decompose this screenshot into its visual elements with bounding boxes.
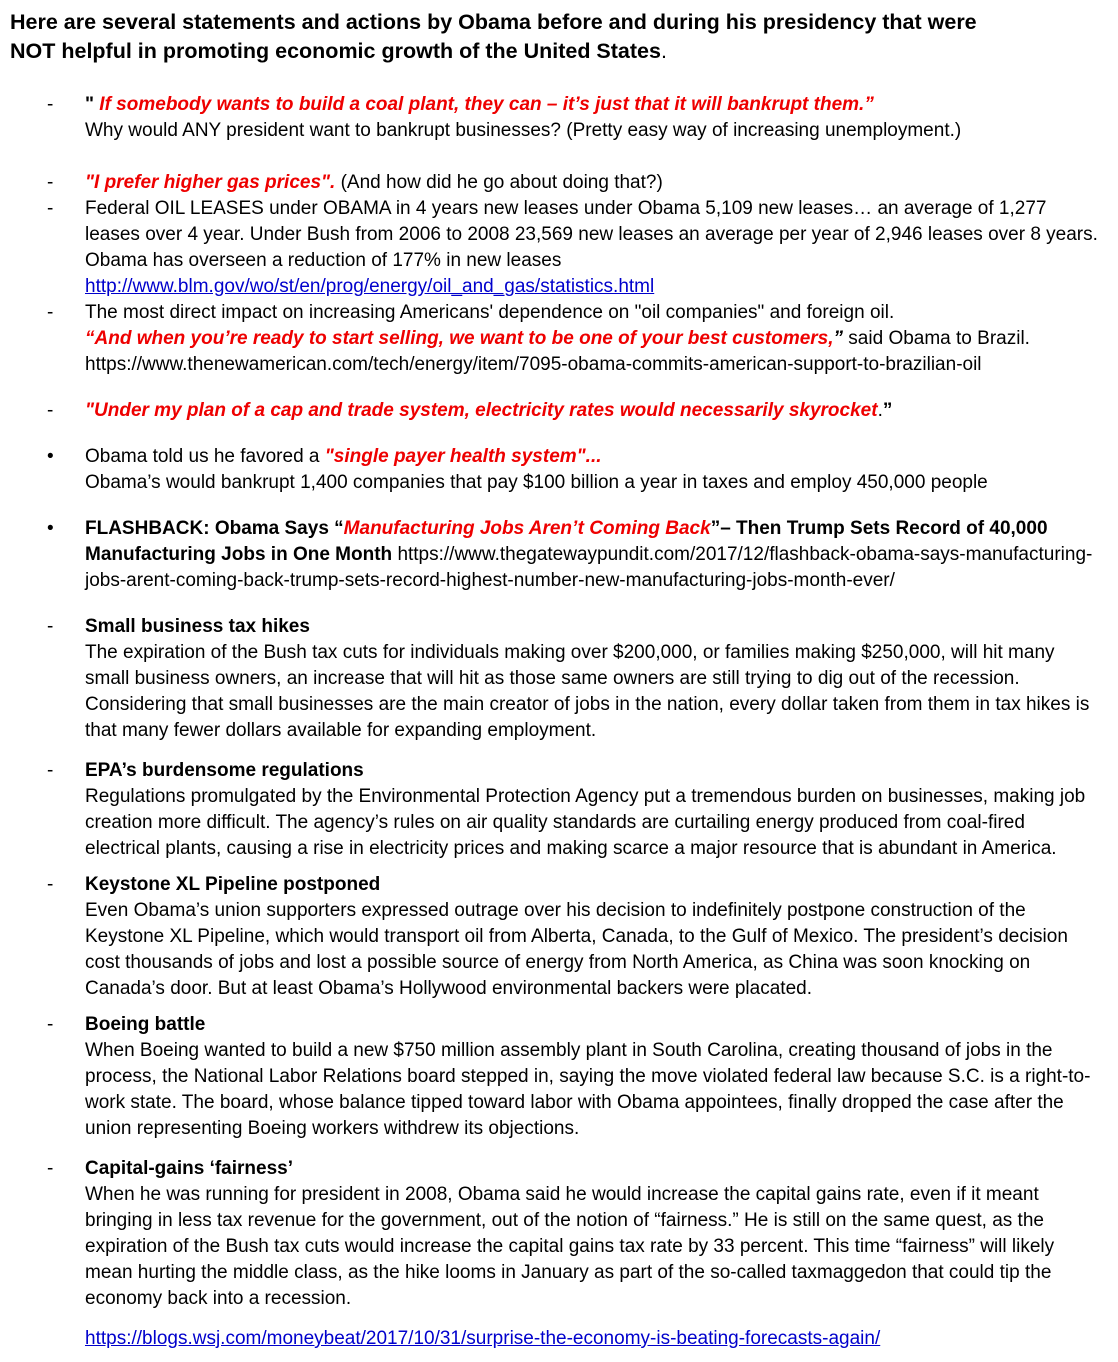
- coal-comment-line: Why would ANY president want to bankrupt businesses? (Pretty easy way of increasing unemployment.): [85, 120, 962, 141]
- dash-bullet: -: [47, 400, 54, 421]
- list-item-keystone-pipeline: [47, 872, 1102, 1002]
- dash-bullet: -: [47, 1158, 54, 1179]
- coal-quote-line: [85, 92, 1102, 118]
- boeing-heading: Boeing battle: [85, 1014, 206, 1035]
- dash-bullet: -: [47, 760, 54, 781]
- page-title: [10, 8, 1102, 66]
- single-payer-quote-text: "single payer health system"...: [324, 446, 602, 467]
- list-item-boeing-battle: [47, 1012, 1102, 1142]
- round-bullet: •: [47, 446, 54, 467]
- single-payer-detail-line: Obama’s would bankrupt 1,400 companies that pay $100 billion a year in taxes and employ 450,000 people: [85, 472, 988, 493]
- title-period: .: [660, 39, 667, 63]
- gas-quote-text: "I prefer higher gas prices".: [85, 172, 336, 193]
- leases-link-line: [85, 274, 1102, 300]
- epa-heading: EPA’s burdensome regulations: [85, 760, 364, 781]
- list-item-epa-regulations: [47, 758, 1102, 862]
- list-item-oil-dependence: [47, 300, 1102, 378]
- single-payer-line: [85, 444, 1102, 470]
- list-item-coal-plant: [47, 92, 1102, 144]
- brazil-quote-text: “And when you’re ready to start selling, we want to be one of your best customers,: [85, 328, 834, 349]
- title-line-1: Here are several statements and actions by Obama before and during his presidency that were: [10, 10, 977, 34]
- coal-quote-text: If somebody wants to build a coal plant, they can – it’s just that it will bankrupt them.”: [99, 94, 874, 115]
- cap-trade-quote-text: "Under my plan of a cap and trade system, electricity rates would necessarily skyrocket: [85, 400, 878, 421]
- gas-comment-text: (And how did he go about doing that?): [335, 172, 663, 193]
- flashback-bold-lead: FLASHBACK: Obama Says “: [85, 518, 344, 539]
- list-item-small-business-tax-hikes: [47, 614, 1102, 744]
- brazil-attribution-text: said Obama to Brazil.: [843, 328, 1030, 349]
- boeing-body: When Boeing wanted to build a new $750 million assembly plant in South Carolina, creating thousand of jobs in the process, the National Labor Relations board stepped in, saying the move violated federal law because S.C. is a right-to-work state. The board, whose balance tipped toward labor with Obama appointees, finally dropped the case after the union representing Boeing workers withdrew its objections.: [85, 1040, 1091, 1139]
- gatewaypundit-url-text: https://www.thegatewaypundit.com/2017/12/flashback-obama-says-manufacturing-jobs-arent-coming-back-trump-sets-record-highest-number-new-manufacturing-jobs-month-ever/: [85, 544, 1093, 591]
- title-line-2: [10, 37, 1102, 66]
- cap-trade-line: [85, 398, 1102, 424]
- dash-bullet: -: [47, 94, 54, 115]
- list-item-oil-leases: [47, 196, 1102, 300]
- footer-link-row: [85, 1326, 1102, 1352]
- cap-trade-period: .: [877, 400, 883, 421]
- dash-bullet: -: [47, 198, 54, 219]
- small-biz-body: The expiration of the Bush tax cuts for individuals making over $200,000, or families making $250,000, will hit many small business owners, an increase that will hit as those same owners are still trying to dig out of the recession. Considering that small businesses are the main creator of jobs in the nation, every dollar taken from them in tax hikes is that many fewer dollars available for expanding employment.: [85, 642, 1090, 741]
- dash-bullet: -: [47, 302, 54, 323]
- epa-body: Regulations promulgated by the Environmental Protection Agency put a tremendous burden on businesses, making job creation more difficult. The agency’s rules on air quality standards are curtailing energy produced from coal-fired electrical plants, causing a rise in electricity prices and making scarce a major resource that is abundant in America.: [85, 786, 1086, 859]
- flashback-bold-tail: ”– Then Trump Sets Record of 40,000 Manufacturing Jobs in One Month: [85, 518, 1048, 565]
- list-item-single-payer: [47, 444, 1102, 496]
- wsj-moneybeat-link[interactable]: https://blogs.wsj.com/moneybeat/2017/10/31/surprise-the-economy-is-beating-forecasts-again/: [85, 1328, 881, 1349]
- round-bullet: •: [47, 518, 54, 539]
- small-biz-heading: Small business tax hikes: [85, 616, 310, 637]
- keystone-body: Even Obama’s union supporters expressed outrage over his decision to indefinitely postpone construction of the Keystone XL Pipeline, which would transport oil from Alberta, Canada, to the Gulf of Mexico. The president’s decision cost thousands of jobs and lost a possible source of energy from North America, as China was soon knocking on Canada’s door. But at least Obama’s Hollywood environmental backers were placated.: [85, 900, 1068, 999]
- flashback-red-quote: Manufacturing Jobs Aren’t Coming Back: [343, 518, 711, 539]
- coal-open-quote: ": [85, 94, 100, 115]
- flashback-line: [85, 516, 1102, 594]
- list-item-capital-gains: [47, 1156, 1102, 1312]
- dash-bullet: -: [47, 172, 54, 193]
- newamerican-url-text: https://www.thenewamerican.com/tech/energy/item/7095-obama-commits-american-support-to-brazilian-oil: [85, 354, 982, 375]
- cap-gains-heading: Capital-gains ‘fairness’: [85, 1158, 294, 1179]
- blm-statistics-link[interactable]: http://www.blm.gov/wo/st/en/prog/energy/oil_and_gas/statistics.html: [85, 276, 655, 297]
- single-payer-lead-text: Obama told us he favored a: [85, 446, 325, 467]
- keystone-heading: Keystone XL Pipeline postponed: [85, 874, 381, 895]
- dash-bullet: -: [47, 1014, 54, 1035]
- dash-bullet: -: [47, 616, 54, 637]
- list-item-gas-prices: [47, 170, 1102, 196]
- brazil-quote-line: [85, 326, 1102, 352]
- oil-impact-line: The most direct impact on increasing Americans' dependence on "oil companies" and foreign oil.: [85, 302, 895, 323]
- cap-gains-body: When he was running for president in 2008, Obama said he would increase the capital gains rate, even if it meant bringing in less tax revenue for the government, out of the notion of “fairness.” He is still on the same quest, as the expiration of the Bush tax cuts would increase the capital gains tax rate by 33 percent. This time “fairness” will likely mean hurting the middle class, as the hike looms in January as part of the so-called taxmaggedon that could tip the economy back into a recession.: [85, 1184, 1055, 1309]
- brazil-close-quote: ”: [833, 328, 844, 349]
- leases-text: Federal OIL LEASES under OBAMA in 4 years new leases under Obama 5,109 new leases… an average of 1,277 leases over 4 year. Under Bush from 2006 to 2008 23,569 new leases an average per year of 2,946 leases over 8 years. Obama has overseen a reduction of 177% in new leases: [85, 198, 1098, 271]
- gas-line: [85, 170, 1102, 196]
- dash-bullet: -: [47, 874, 54, 895]
- cap-trade-close-quote: ”: [882, 400, 893, 421]
- title-line-2-text: NOT helpful in promoting economic growth of the United States: [10, 39, 661, 63]
- list-item-cap-and-trade: [47, 398, 1102, 424]
- list-item-flashback-manufacturing: [47, 516, 1102, 594]
